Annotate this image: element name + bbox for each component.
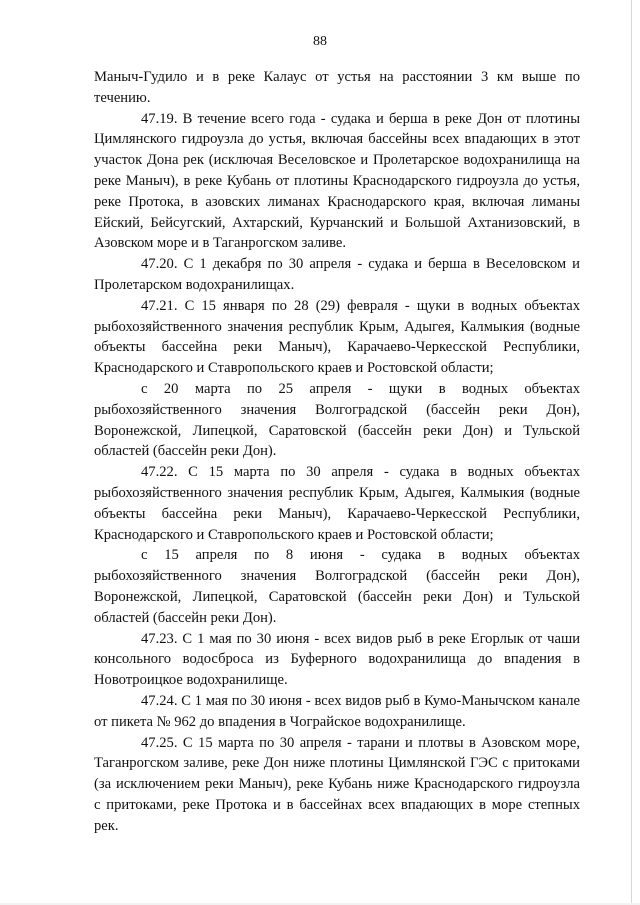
paragraph-47-21-part-1: 47.21. С 15 января по 28 (29) февраля - щуки в водных объектах рыбохозяйственного значения республик Крым, Адыгея, Калмыкия (водные объекты бассейна реки Маныч), Карачаево-Черкесской Республики, Краснодарского и Ставропольского краев и Ростовской области; xyxy=(94,297,580,377)
paragraph-47-24: 47.24. С 1 мая по 30 июня - всех видов рыб в Кумо-Манычском канале от пикета № 962 до впадения в Чограйское водохранилище. xyxy=(94,692,580,730)
scan-right-edge xyxy=(631,0,640,905)
page-number: 88 xyxy=(313,34,327,49)
paragraph-47-19: 47.19. В течение всего года - судака и берша в реке Дон от плотины Цимлянского гидроузла до устья, включая бассейны всех впадающих в этот участок Дона рек (исключая Веселовское и Пролетарское водохранилища на реке Маныч), в реке Кубань от плотины Краснодарского гидроузла до устья, реке Протока, в азовских лиманах Краснодарского края, включая лиманы Ейский, Бейсугский, Ахтарский, Курчанский и Большой Ахтанизовский, в Азовском море и в Таганрогском заливе. xyxy=(94,110,580,252)
paragraph-47-22-part-2: с 15 апреля по 8 июня - судака в водных объектах рыбохозяйственного значения Волгоградской (бассейн реки Дон), Воронежской, Липецкой, Саратовской (бассейн реки Дон) и Тульской областей (бассейн реки Дон). xyxy=(94,547,580,626)
document-body xyxy=(94,67,580,836)
paragraph-47-23: 47.23. С 1 мая по 30 июня - всех видов рыб в реке Егорлык от чаши консольного водосброса из Буферного водохранилища до впадения в Новотроицкое водохранилище. xyxy=(94,630,580,689)
paragraph-47-25: 47.25. С 15 марта по 30 апреля - тарани и плотвы в Азовском море, Таганрогском заливе, реке Дон ниже плотины Цимлянской ГЭС с притоками (за исключением реки Маныч), реке Кубань ниже Краснодарского гидроузла с притоками, реке Протока и в бассейнах всех впадающих в море степных рек. xyxy=(94,734,580,834)
paragraph-47-20: 47.20. С 1 декабря по 30 апреля - судака и берша в Веселовском и Пролетарском водохранилищах. xyxy=(94,256,580,293)
paragraph-47-22-part-1: 47.22. С 15 марта по 30 апреля - судака в водных объектах рыбохозяйственного значения республик Крым, Адыгея, Калмыкия (водные объекты бассейна реки Маныч), Карачаево-Черкесской Республики, Краснодарского и Ставропольского краев и Ростовской области; xyxy=(94,464,580,543)
paragraph-continuation: Маныч-Гудило и в реке Калаус от устья на расстоянии 3 км выше по течению. xyxy=(94,69,580,106)
paragraph-47-21-part-2: с 20 марта по 25 апреля - щуки в водных объектах рыбохозяйственного значения Волгоградской (бассейн реки Дон), Воронежской, Липецкой, Саратовской (бассейн реки Дон) и Тульской областей (бассейн реки Дон). xyxy=(94,380,580,460)
